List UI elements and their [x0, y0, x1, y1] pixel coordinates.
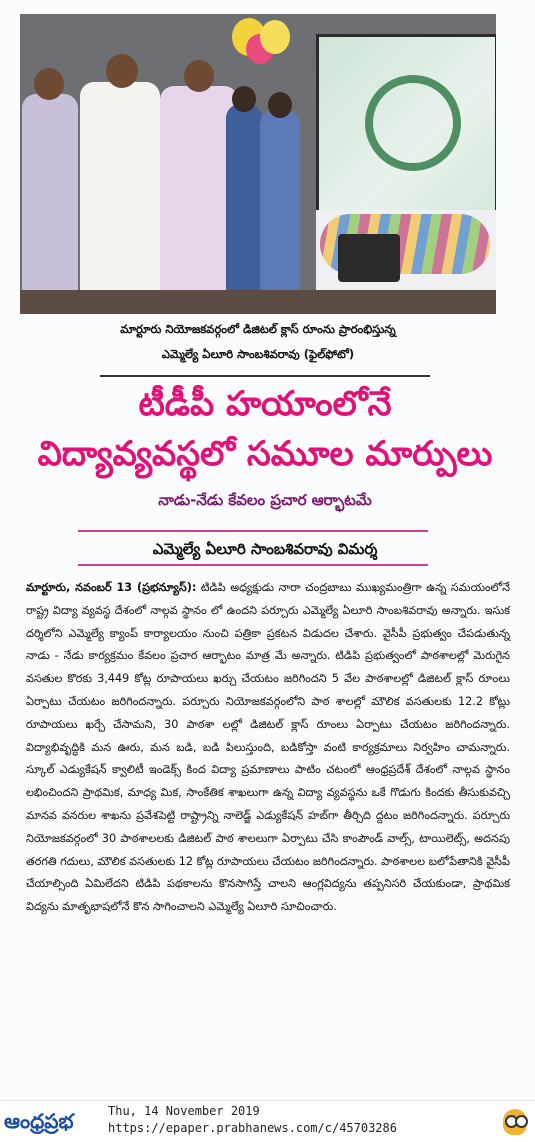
person — [226, 104, 262, 314]
publication-logo[interactable]: ఆంధ్రప్రభ — [4, 1109, 74, 1133]
news-photo — [20, 14, 496, 314]
owl-icon — [500, 1105, 530, 1137]
divider — [78, 564, 428, 566]
article-text: టిడిపి అధ్యక్షుడు నారా చంద్రబాబు ముఖ్యమంత్రిగా ఉన్న సమయంలోనే రాష్ట్ర విద్యా వ్యవస్థ దేశంలో నాల్గవ స్థానం లో ఉందని పర్చూరు ఎమ్మెల్యే ఏలూరి సాంబశివరావు అన్నారు. ఇసుక దర్శిలోని ఎమ్మెల్యే క్యాంప్ కార్యాలయం నుంచి పత్రికా ప్రకటన విడుదల చేశారు. వైసీపీ ప్రభుత్వం చేపడుతున్న నాడు - నేడు కార్యక్రమం కేవలం ప్రచార ఆర్భాటం మాత్ర మే అన్నారు. టిడిపి ప్రభుత్వంలో పాఠశాలల్లో మెరుగైన వసతుల కొరకు 3,449 కోట్ల రూపాయలు ఖర్చు చేయటం జరిగిందని 5 వేల పాఠశాలల్లో డిజిటల్ క్లాస్ రూంలు ఏర్పాటు చేయటం జరిగిందన్నారు. పర్చూరు నియోజకవర్గంలోని పాఠ శాలల్లో మౌలిక వసతులకు 12.2 కోట్లు రూపాయలు ఖర్చే చేసామని, 30 పాఠశా లల్లో డిజిటల్ క్లాస్ రూంలు ఏర్పాటు చేయటం జరిగిందన్నారు. విద్యాభివృద్ధికి మన ఊరు, మన బడి, బడి పిలుస్తుంది, బడికోస్తా వంటి కార్యక్రమాలు నిర్వహిం చామన్నారు. స్కూల్ ఎడ్యుకేషన్ క్వాలిటీ ఇండెక్స్ కింద విద్యా ప్రమాణాలు పాటిం చటంలో ఆంధ్రప్రదేశ్ దేశంలో నాల్గవ స్థానం లభించిందని ప్రాథమిక, మాధ్య మిక, సాంకేతిక శాఖలుగా ఉన్న విద్యా వ్యవస్థను ఒకే గొడుగు కిందకు తీసుకువచ్చి మానవ వనరుల శాఖను ప్రవేశపెట్టి రాష్ట్రాన్ని నాలెడ్జ్ ఎడ్యుకేషన్ హబ్‌గా తీర్చిది ద్దటం జరిగిందన్నారు. పర్చూరు నియోజకవర్గంలో 30 పాఠశాలలకు డిజిటల్ పాఠ శాలలుగా ఏర్పాటు చేసి కాంపౌండ్ వాల్స్, టాయిలెట్స్, అదనపు తరగతి గదులు, మౌలిక వసతులకు 12 కోట్ల రూపాయలు చేయటం జరిగిందన్నారు. పాఠశాలల బలోపేతానికి వైసీపీ చేయాల్సింది ఏమిలేదని టిడిపి పథకాలను కొనసాగిస్తే చాలని ఆంగ్లవిద్యను తప్పనిసరి చేయకుండా, ప్రాథమిక విద్యను మాతృభాషలోనే కొన సాగించాలని ఎమ్మెల్యే ఏలూరి సూచించారు. — [26, 581, 510, 914]
photo-caption-line2: ఎమ్మెల్యే ఏలూరి సాంబశివరావు (ఫైల్‌ఫోటో) — [161, 347, 355, 361]
projection-screen — [316, 34, 496, 216]
subheading: నాడు-నేడు కేవలం ప్రచార ఆర్భాటమే — [158, 491, 372, 509]
person — [22, 94, 78, 314]
balloon — [260, 20, 290, 54]
article-body — [26, 577, 510, 919]
person — [80, 82, 160, 314]
divider — [78, 530, 428, 532]
epaper-footer — [0, 1100, 535, 1142]
clip-url[interactable]: https://epaper.prabhanews.com/c/45703286 — [108, 1121, 397, 1135]
person — [260, 110, 300, 314]
headline-line1: టీడీపీ హయాంలోనే — [138, 384, 392, 424]
dateline: మార్టూరు, నవంబర్ 13 (ప్రభన్యూస్): — [26, 581, 197, 594]
photo-caption-line1: మార్టూరు నియోజకవర్గంలో డిజిటల్ క్లాస్ రూంను ప్రారంభిస్తున్న — [120, 322, 396, 336]
edition-date: Thu, 14 November 2019 — [108, 1104, 260, 1118]
divider — [100, 375, 430, 377]
projector — [338, 234, 400, 282]
byline-heading: ఎమ్మెల్యే ఏలూరి సాంబశివరావు విమర్శ — [152, 540, 378, 558]
headline-line2: విద్యావ్యవస్థలో సమూల మార్పులు — [37, 434, 493, 474]
